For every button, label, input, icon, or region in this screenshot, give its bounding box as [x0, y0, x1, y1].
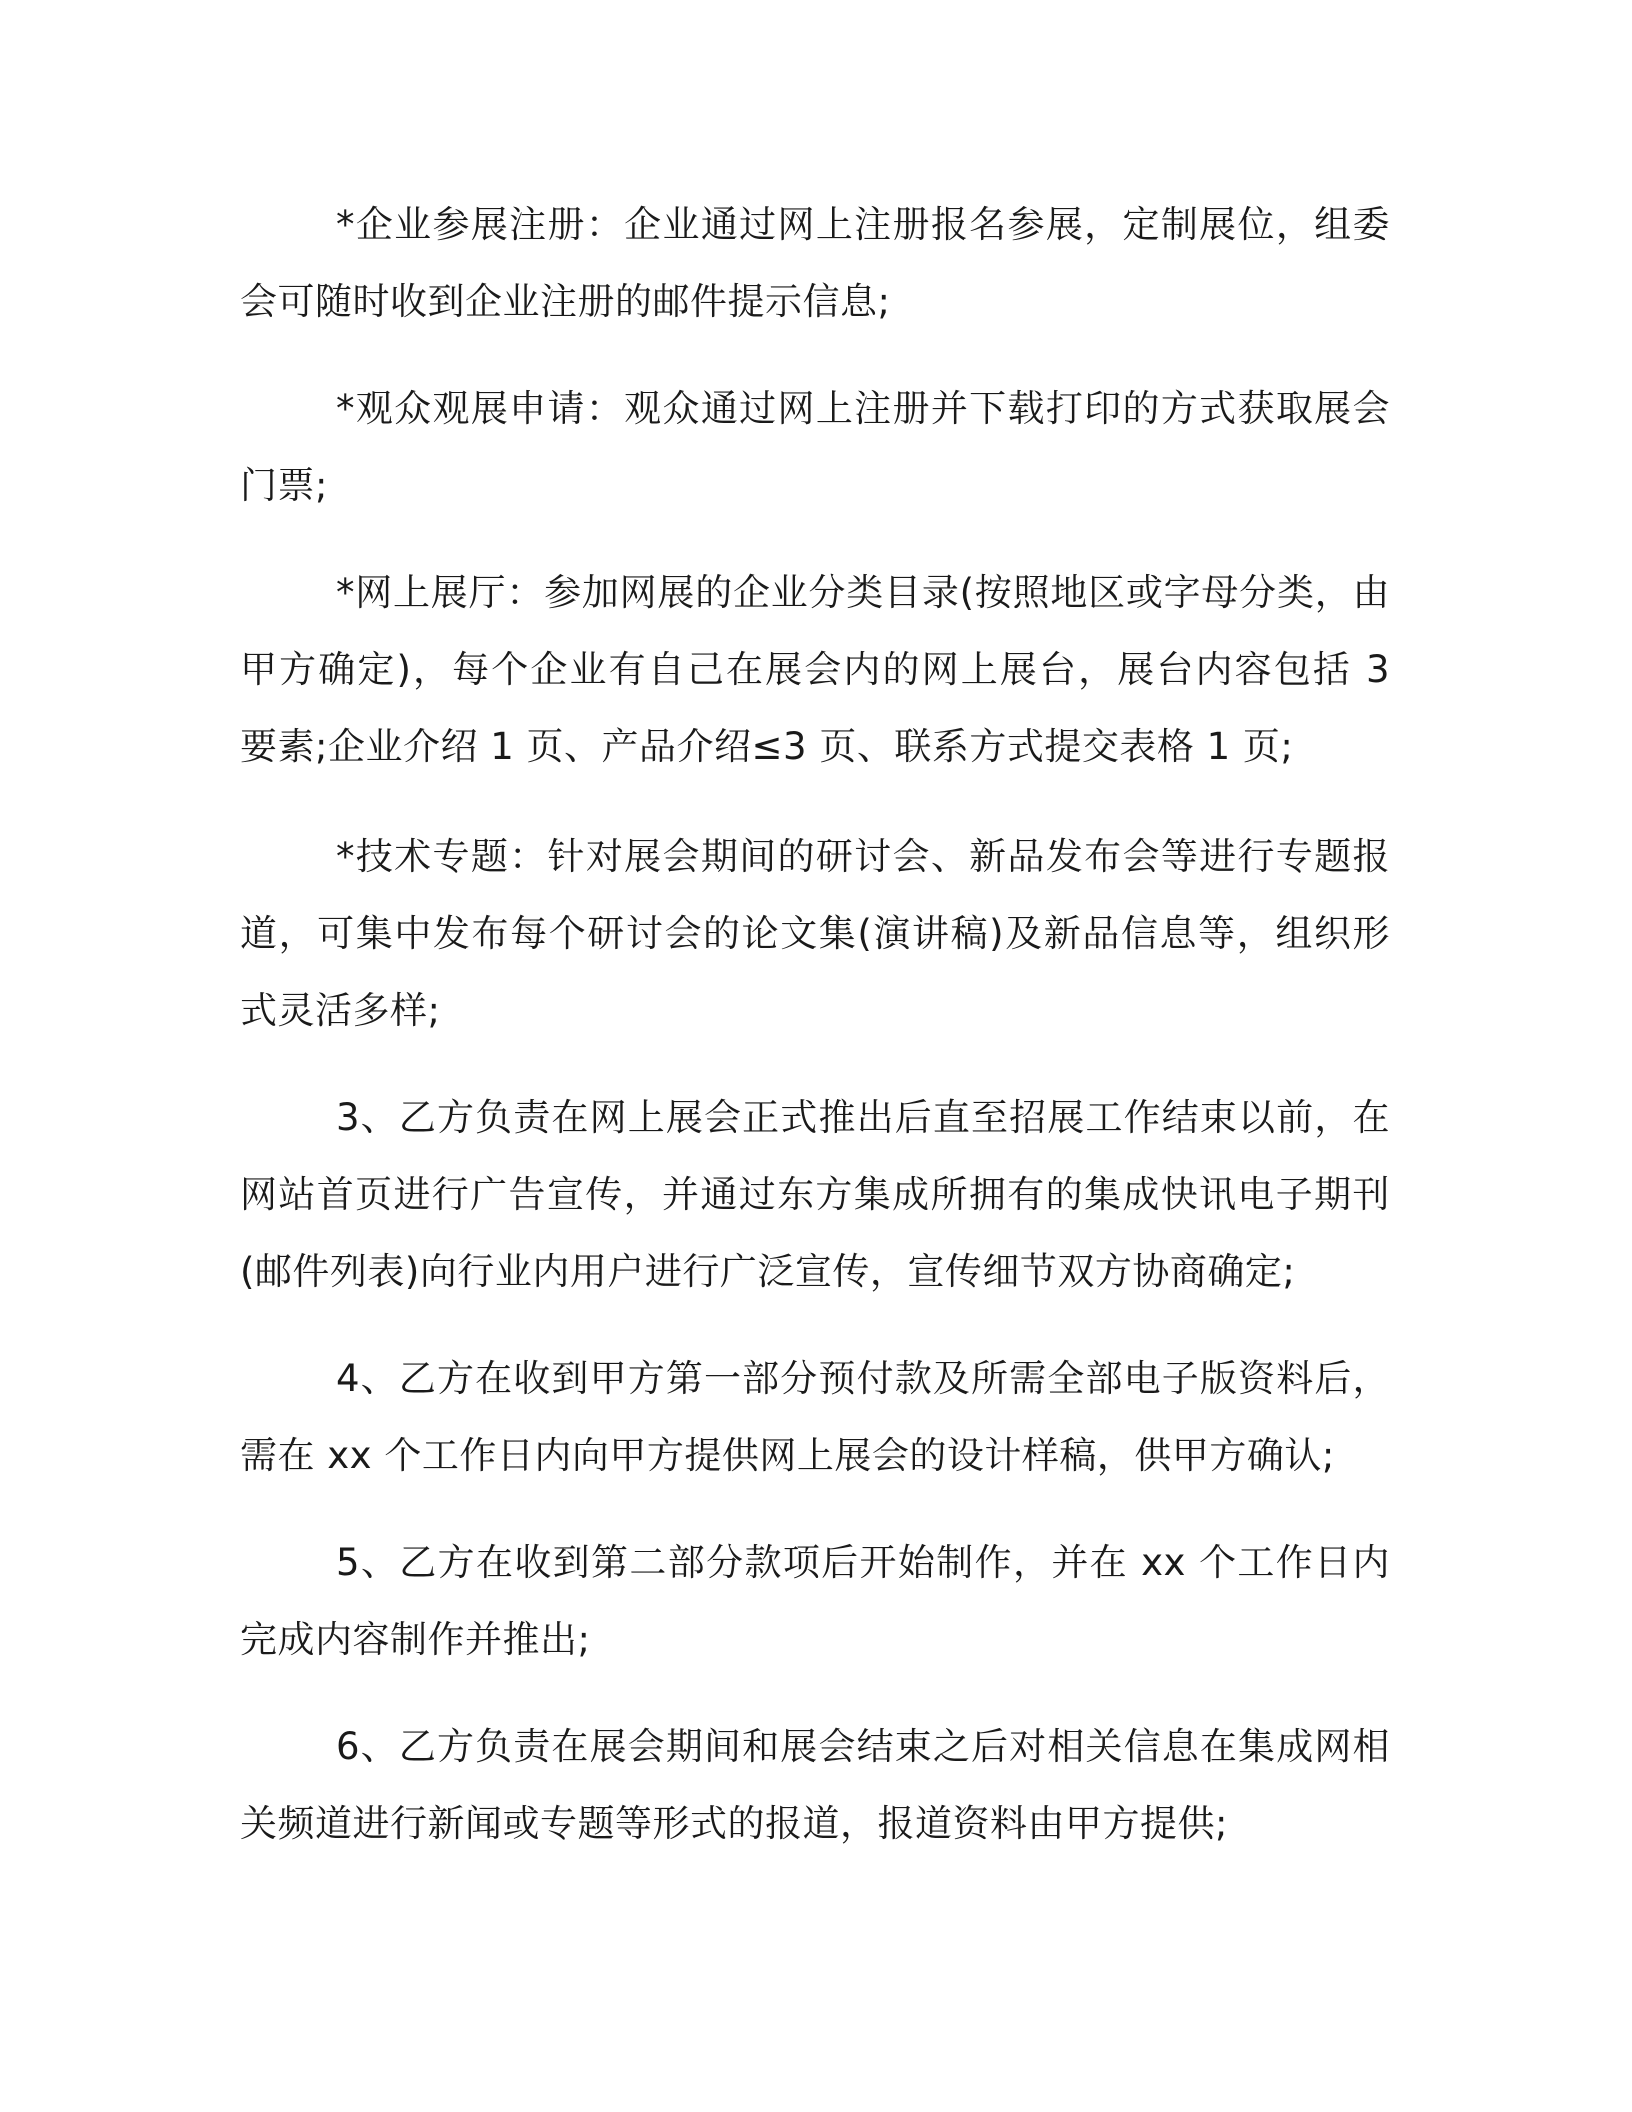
document-body	[240, 186, 1390, 1892]
paragraph-clause-5: 5、乙方在收到第二部分款项后开始制作，并在 xx 个工作日内完成内容制作并推出;	[240, 1541, 1390, 1661]
paragraph-clause-6: 6、乙方负责在展会期间和展会结束之后对相关信息在集成网相关频道进行新闻或专题等形式的报道，报道资料由甲方提供;	[240, 1725, 1390, 1845]
paragraph-clause-3: 3、乙方负责在网上展会正式推出后直至招展工作结束以前，在网站首页进行广告宣传，并通过东方集成所拥有的集成快讯电子期刊(邮件列表)向行业内用户进行广泛宣传，宣传细节双方协商确定;	[240, 1096, 1390, 1293]
paragraph-technical-topics: *技术专题：针对展会期间的研讨会、新品发布会等进行专题报道，可集中发布每个研讨会的论文集(演讲稿)及新品信息等，组织形式灵活多样;	[240, 835, 1390, 1032]
paragraph-visitor-application: *观众观展申请：观众通过网上注册并下载打印的方式获取展会门票;	[240, 387, 1390, 507]
paragraph-exhibitor-registration: *企业参展注册：企业通过网上注册报名参展，定制展位，组委会可随时收到企业注册的邮件提示信息;	[240, 203, 1390, 323]
paragraph-online-hall: *网上展厅：参加网展的企业分类目录(按照地区或字母分类，由甲方确定)，每个企业有自己在展会内的网上展台，展台内容包括 3 要素;企业介绍 1 页、产品介绍≤3 页、联系方式提交表格 1 页;	[240, 571, 1390, 768]
paragraph-clause-4: 4、乙方在收到甲方第一部分预付款及所需全部电子版资料后，需在 xx 个工作日内向甲方提供网上展会的设计样稿，供甲方确认;	[240, 1357, 1390, 1477]
